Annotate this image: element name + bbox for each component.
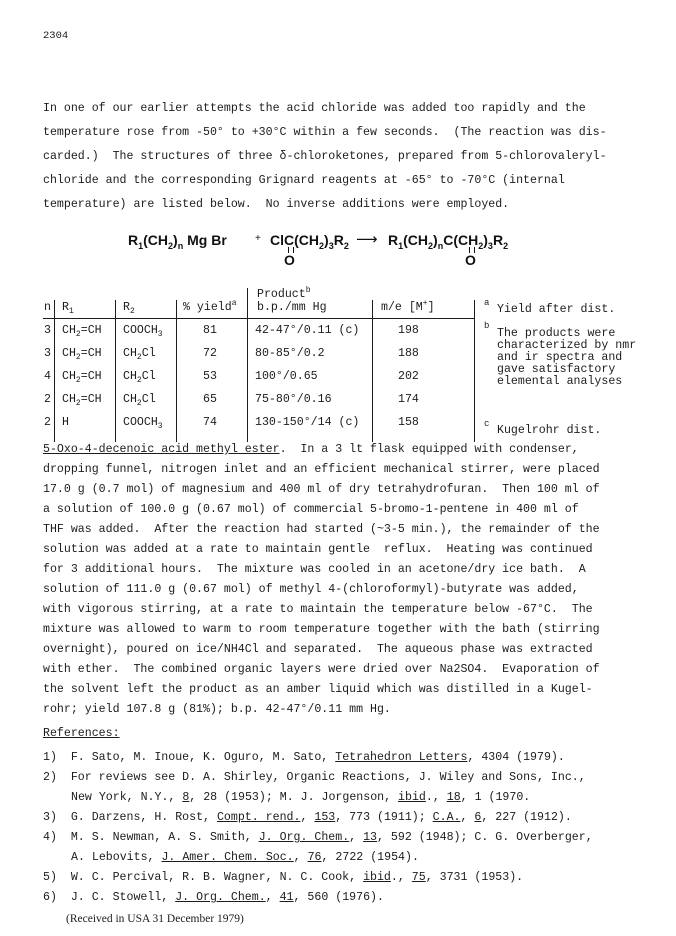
experimental-line: 17.0 g (0.7 mol) of magnesium and 400 ml of dry tetrahydrofuran. Then 100 ml of	[43, 483, 600, 496]
grignard-reagent: $R_1(CH_2)_n$ Mg Br	[128, 232, 227, 251]
cell-ms: 202	[398, 370, 419, 383]
cell-n: 3	[44, 347, 51, 360]
received-date: (Received in USA 31 December 1979)	[66, 913, 244, 925]
cell-ms: 174	[398, 393, 419, 406]
experimental-line: with ether. The combined organic layers were dried over Na2SO4. Evaporation of	[43, 663, 600, 676]
cell-n: 2	[44, 416, 51, 429]
footnote-text: characterized by nmr	[497, 339, 637, 352]
table-column-rule	[372, 300, 373, 442]
cell-yield: 74	[203, 416, 217, 429]
reference-item: 1) F. Sato, M. Inoue, K. Oguro, M. Sato, Tetrahedron Letters, 4304 (1979).	[43, 751, 565, 764]
footnote-text: elemental analyses	[497, 375, 623, 388]
cell-bp: 130-150°/14 (c)	[255, 416, 360, 429]
reference-continuation: A. Lebovits, J. Amer. Chem. Soc., 76, 2722 (1954).	[71, 851, 419, 864]
intro-line: temperature rose from -50° to +30°C within a few seconds. (The reaction was dis-	[43, 126, 607, 139]
footnote-text: Kugelrohr dist.	[497, 424, 602, 437]
cell-yield: 53	[203, 370, 217, 383]
cell-r1: H	[62, 416, 69, 429]
table-column-rule	[247, 288, 248, 442]
table-column-rule	[176, 300, 177, 442]
reference-item: 3) G. Darzens, H. Rost, Compt. rend., 153, 773 (1911); C.A., 6, 227 (1912).	[43, 811, 572, 824]
footnote-text: and ir spectra and	[497, 351, 623, 364]
cell-r2: $COOCH_3$	[123, 416, 163, 431]
table-column-rule	[474, 300, 475, 442]
reference-item: 2) For reviews see D. A. Shirley, Organic Reactions, J. Wiley and Sons, Inc.,	[43, 771, 586, 784]
cell-r1: $CH_2=CH$	[62, 393, 102, 408]
header-r2: $R_2$	[123, 301, 135, 316]
table-column-rule	[115, 300, 116, 442]
cell-yield: 72	[203, 347, 217, 360]
footnote-mark: b	[484, 321, 490, 331]
cell-bp: 42-47°/0.11 (c)	[255, 324, 360, 337]
reaction-arrow: ⟶	[356, 231, 378, 248]
experimental-line: dropping funnel, nitrogen inlet and an efficient mechanical stirrer, were placed	[43, 463, 600, 476]
experimental-line: for 3 additional hours. The mixture was cooled in an acetone/dry ice bath. A	[43, 563, 586, 576]
footnote-text: gave satisfactory	[497, 363, 616, 376]
intro-line: carded.) The structures of three δ-chloroketones, prepared from 5-chlorovaleryl-	[43, 150, 607, 163]
cell-n: 4	[44, 370, 51, 383]
reference-continuation: New York, N.Y., 8, 28 (1953); M. J. Jorgenson, ibid., 18, 1 (1970.	[71, 791, 531, 804]
plus-sign: +	[255, 233, 261, 244]
compound-title: 5-Oxo-4-decenoic acid methyl ester	[43, 443, 280, 456]
cell-n: 3	[44, 324, 51, 337]
header-bp: b.p./mm Hg	[257, 301, 327, 314]
experimental-line: solution was added at a rate to maintain gentle reflux. Heating was continued	[43, 543, 593, 556]
experimental-line: with vigorous stirring, at a rate to maintain the temperature below -67°C. The	[43, 603, 593, 616]
experimental-line: overnight), poured on ice/NH4Cl and separated. The aqueous phase was extracted	[43, 643, 593, 656]
cell-bp: 75-80°/0.16	[255, 393, 332, 406]
acid-chloride-oxygen: O	[284, 252, 295, 268]
footnote-text: The products were	[497, 327, 616, 340]
product-ketone: $R_1(CH_2)_nC(CH_2)_3R_2$	[388, 232, 509, 251]
reference-item: 6) J. C. Stowell, J. Org. Chem., 41, 560 (1976).	[43, 891, 384, 904]
intro-line: temperature) are listed below. No inverse additions were employed.	[43, 198, 510, 211]
cell-r1: $CH_2=CH$	[62, 347, 102, 362]
table-product-label: Product$^b$	[257, 286, 311, 301]
cell-r2: $CH_2Cl$	[123, 393, 156, 408]
intro-line: In one of our earlier attempts the acid chloride was added too rapidly and the	[43, 102, 586, 115]
cell-r1: $CH_2=CH$	[62, 324, 102, 339]
cell-r1: $CH_2=CH$	[62, 370, 102, 385]
cell-r2: $CH_2Cl$	[123, 370, 156, 385]
cell-yield: 81	[203, 324, 217, 337]
intro-line: chloride and the corresponding Grignard reagents at -65° to -70°C (internal	[43, 174, 565, 187]
reference-item: 4) M. S. Newman, A. S. Smith, J. Org. Chem., 13, 592 (1948); C. G. Overberger,	[43, 831, 593, 844]
header-n: n	[44, 301, 51, 314]
footnote-mark: a	[484, 298, 490, 308]
footnote-text: Yield after dist.	[497, 303, 616, 316]
cell-ms: 188	[398, 347, 419, 360]
experimental-line: the solvent left the product as an amber liquid which was distilled in a Kugel-	[43, 683, 593, 696]
table-column-rule	[54, 300, 55, 442]
product-oxygen: O	[465, 252, 476, 268]
experimental-line: a solution of 100.0 g (0.67 mol) of commercial 5-bromo-1-pentene in 400 ml of	[43, 503, 579, 516]
cell-bp: 80-85°/0.2	[255, 347, 325, 360]
cell-r2: $COOCH_3$	[123, 324, 163, 339]
cell-r2: $CH_2Cl$	[123, 347, 156, 362]
table-header-rule	[43, 318, 475, 319]
cell-bp: 100°/0.65	[255, 370, 318, 383]
experimental-line: mixture was allowed to warm to room temperature together with the bath (stirring	[43, 623, 600, 636]
carbonyl-double-bond	[288, 247, 294, 253]
experimental-line: THF was added. After the reaction had started (~3-5 min.), the remainder of the	[43, 523, 600, 536]
cell-n: 2	[44, 393, 51, 406]
cell-ms: 198	[398, 324, 419, 337]
header-r1: $R_1$	[62, 301, 74, 316]
product-carbonyl-bond	[469, 247, 475, 253]
references-heading: References:	[43, 727, 120, 740]
header-ms: m/e [M+]	[381, 299, 435, 314]
acid-chloride: $ClC(CH_2)_3R_2$	[270, 232, 349, 251]
reference-item: 5) W. C. Percival, R. B. Wagner, N. C. Cook, ibid., 75, 3731 (1953).	[43, 871, 524, 884]
cell-yield: 65	[203, 393, 217, 406]
header-yield: % yield$^a$	[183, 299, 237, 314]
experimental-first-line: 5-Oxo-4-decenoic acid methyl ester. In a 3 lt flask equipped with condenser,	[43, 443, 579, 456]
experimental-line: rohr; yield 107.8 g (81%); b.p. 42-47°/0.11 mm Hg.	[43, 703, 391, 716]
cell-ms: 158	[398, 416, 419, 429]
experimental-line: solution of 111.0 g (0.67 mol) of methyl 4-(chloroformyl)-butyrate was added,	[43, 583, 579, 596]
page-number: 2304	[43, 30, 69, 42]
footnote-mark: c	[484, 419, 490, 429]
